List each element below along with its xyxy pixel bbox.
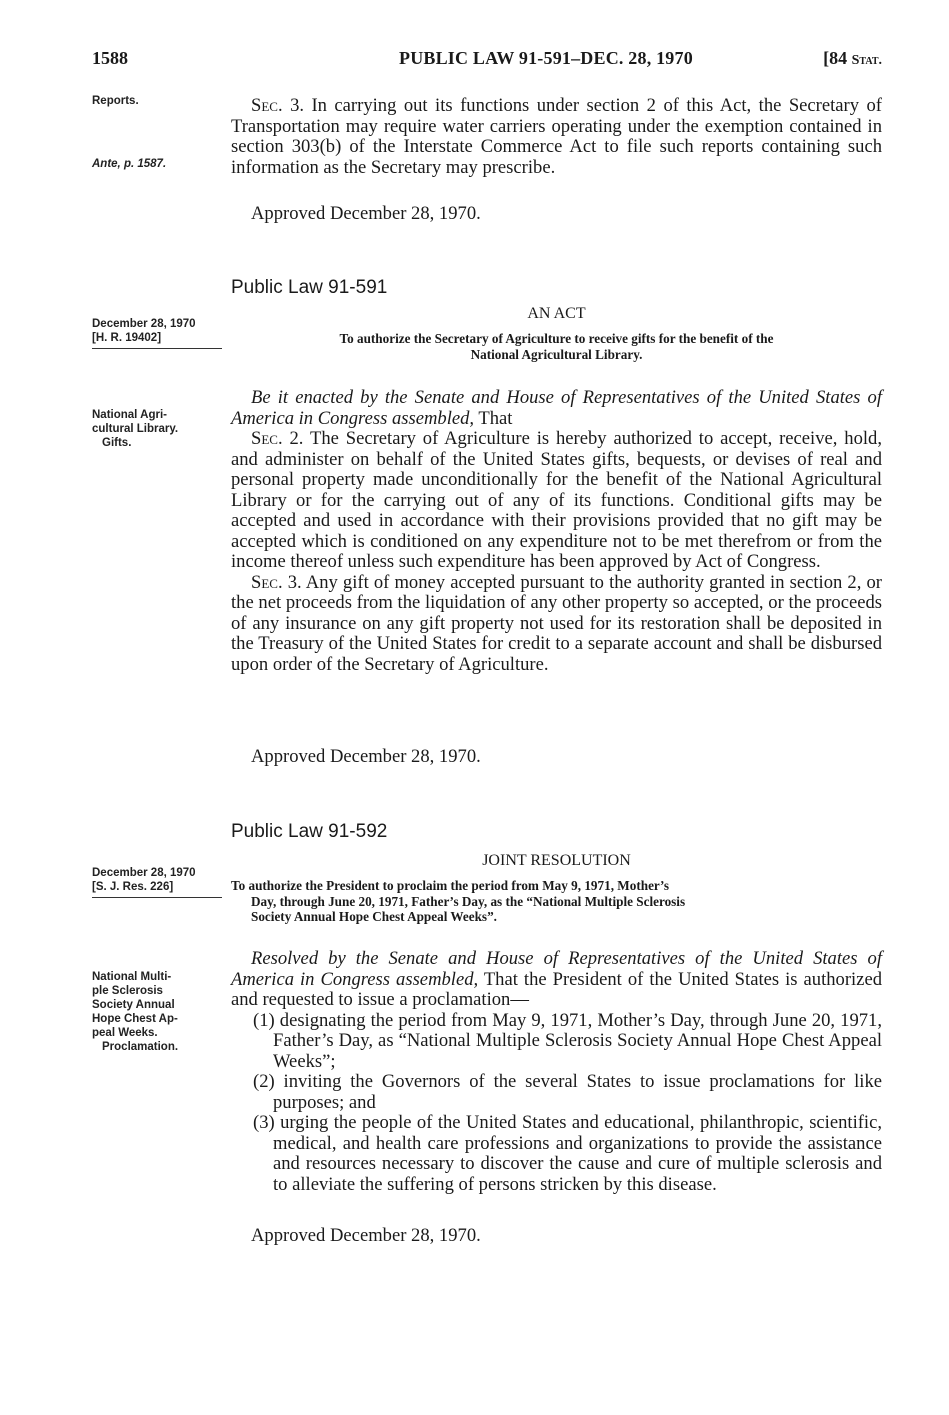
- pl-91-591-heading: Public Law 91-591: [231, 277, 388, 298]
- pl-91-592-heading: Public Law 91-592: [231, 821, 388, 842]
- pl-91-591-purpose-line-1: To authorize the Secretary of Agriculture to receive gifts for the benefit of the: [339, 331, 774, 346]
- pl-91-592-item-2: (2) inviting the Governors of the several States to issue proclamations for like purposes; and: [253, 1071, 882, 1113]
- prior-section-3: [231, 96, 882, 178]
- pl-91-591-subject-line-2: cultural Library.: [92, 423, 179, 435]
- running-header: [92, 48, 882, 72]
- pl-91-592-purpose-line-3: Society Annual Hope Chest Appeal Weeks”.: [251, 909, 497, 924]
- pl-91-592-subject-line-1: National Multi-: [92, 971, 172, 983]
- pl-91-592-subject-line-2: ple Sclerosis: [92, 985, 163, 997]
- pl-91-591-rule: [92, 348, 222, 349]
- page-number: 1588: [92, 48, 128, 68]
- pl-91-592-purpose-line-1: To authorize the President to proclaim the period from May 9, 1971, Mother’s: [231, 878, 670, 893]
- statute-reference: [823, 48, 882, 69]
- pl-91-591-approved: Approved December 28, 1970.: [251, 746, 481, 767]
- pl-91-592-rule: [92, 897, 222, 898]
- prior-approved: Approved December 28, 1970.: [251, 203, 481, 224]
- pl-91-591-sec2-label: Sec. 2.: [251, 428, 304, 449]
- pl-91-592-body: [231, 949, 882, 1195]
- margin-note-reports: Reports.: [92, 95, 139, 107]
- pl-91-591-kind: AN ACT: [527, 305, 586, 322]
- statute-prefix: [84: [823, 48, 852, 68]
- pl-91-592-kind: JOINT RESOLUTION: [482, 852, 631, 869]
- pl-91-591-subject-line-1: National Agri-: [92, 409, 167, 421]
- pl-91-592-item-1: (1) designating the period from May 9, 1971, Mother’s Day, through June 20, 1971, Father’s Day, as “National Multiple Sclerosis Society Annual Hope Chest Appeal Weeks”;: [253, 1009, 882, 1072]
- pl-91-591-subject-line-3: Gifts.: [102, 437, 132, 449]
- pl-91-592-item-3: (3) urging the people of the United States and educational, philanthropic, scientific, medical, and health care professions and organizations to provide the assistance and resources necessary to discover the cause and cure of multiple sclerosis and to alleviate the suffering of persons stricken by this disease.: [253, 1112, 882, 1195]
- pl-91-592-date: December 28, 1970: [92, 867, 196, 879]
- pl-91-591-enacting-tail: That: [474, 407, 513, 429]
- pl-91-592-resolving-clause: Resolved by the Senate and House of Representatives of the United States of America in Congress assembled,: [231, 948, 882, 990]
- margin-note-ante: [92, 157, 217, 171]
- pl-91-592-bill: [S. J. Res. 226]: [92, 881, 174, 893]
- prior-sec3-label: Sec. 3.: [251, 95, 305, 116]
- prior-sec3-text: In carrying out its functions under section 2 of this Act, the Secretary of Transportation may require water carriers operating under the exemption contained in section 303(b) of the Interstate Commerce Act to file such reports containing such information as the Secretary may prescribe.: [231, 95, 882, 178]
- pl-91-592-subject-line-5: peal Weeks.: [92, 1027, 158, 1039]
- pl-91-592-purpose: [231, 878, 882, 925]
- margin-note-ante-text: Ante, p. 1587.: [92, 158, 167, 170]
- pl-91-591-enacting-clause: Be it enacted by the Senate and House of Representatives of the United States of America in Congress assembled,: [231, 387, 882, 429]
- pl-91-591-purpose: [231, 331, 882, 362]
- pl-91-591-sec3-label: Sec. 3.: [251, 571, 302, 593]
- pl-91-591-purpose-line-2: National Agricultural Library.: [470, 346, 643, 362]
- pl-91-591-sec2-text: The Secretary of Agriculture is hereby authorized to accept, receive, hold, and administer on behalf of the United States gifts, bequests, or devises of real and personal property made unconditionally for the benefit of the National Agricultural Library or for the carrying out of any of its functions. Conditional gifts may be accepted and used in accordance with their provisions provided that no gift may be accepted which is conditioned on any expenditure not to be met therefrom or from the income thereof unless such expenditure has been approved by Act of Congress.: [231, 428, 882, 572]
- pl-91-592-approved: Approved December 28, 1970.: [251, 1225, 481, 1246]
- pl-91-592-subject-line-6: Proclamation.: [102, 1041, 179, 1053]
- pl-91-592-resolving-tail: That the President of the United States is authorized and requested to issue a proclamation—: [231, 968, 882, 1010]
- pl-91-591-body: [231, 388, 882, 675]
- pl-91-591-bill: [H. R. 19402]: [92, 332, 162, 344]
- pl-91-591-date: December 28, 1970: [92, 318, 196, 330]
- pl-91-591-subject: [92, 408, 217, 450]
- page-title: PUBLIC LAW 91-591–DEC. 28, 1970: [399, 48, 693, 68]
- pl-91-592-subject-line-4: Hope Chest Ap-: [92, 1013, 178, 1025]
- pl-91-592-subject-line-3: Society Annual: [92, 999, 175, 1011]
- pl-91-592-subject: [92, 970, 217, 1054]
- pl-91-592-purpose-line-2: Day, through June 20, 1971, Father’s Day, as the “National Multiple Sclerosis: [251, 893, 686, 909]
- pl-91-591-sec3-text: Any gift of money accepted pursuant to the authority granted in section 2, or the net proceeds from the liquidation of any other property so accepted, or the proceeds of any insurance on any gift property not used for its restoration shall be deposited in the Treasury of the United States for credit to a separate account and shall be disbursed upon order of the Secretary of Agriculture.: [231, 571, 882, 675]
- statute-label: Stat.: [851, 53, 882, 68]
